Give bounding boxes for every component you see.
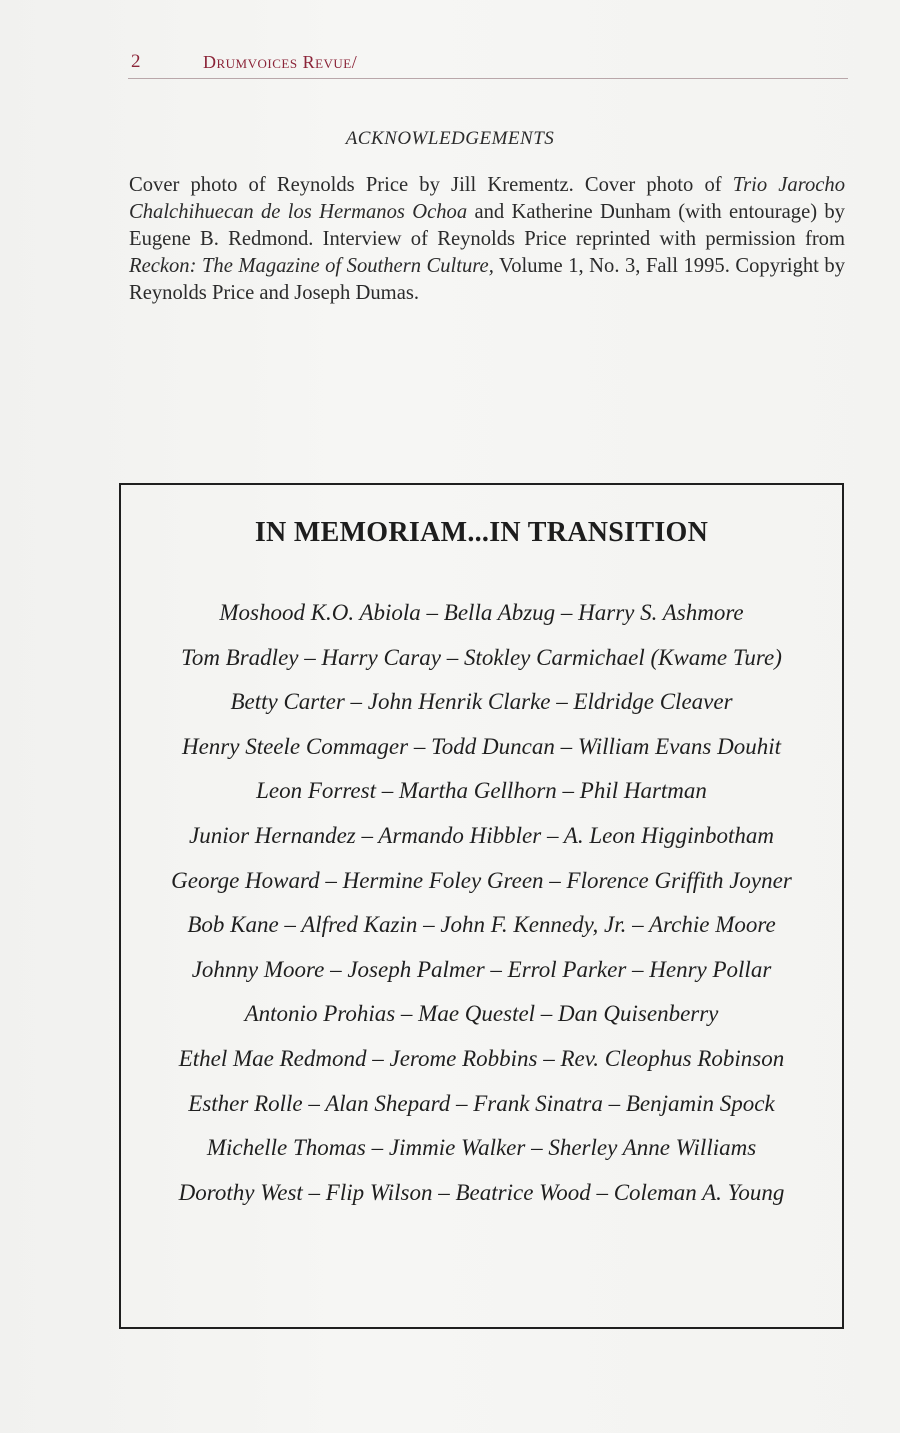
acknowledgements-heading: ACKNOWLEDGEMENTS (345, 128, 555, 149)
acknowledgements-italic-title: Reckon: The Magazine of Southern Culture, (129, 255, 494, 277)
memoriam-name-line: George Howard – Hermine Foley Green – Florence Griffith Joyner (171, 867, 792, 893)
memoriam-name-line: Moshood K.O. Abiola – Bella Abzug – Harry S. Ashmore (219, 600, 744, 625)
memoriam-name-line: Tom Bradley – Harry Caray – Stokley Carmichael (Kwame Ture) (181, 644, 782, 670)
memoriam-name-line: Betty Carter – John Henrik Clarke – Eldridge Cleaver (230, 689, 733, 715)
memoriam-name-line: Esther Rolle – Alan Shepard – Frank Sinatra – Benjamin Spock (188, 1090, 775, 1116)
acknowledgements-text: Volume 1, No. 3, Fall 1995. Copyright by Reynolds Price and Joseph Dumas. (129, 255, 845, 304)
memoriam-name-line: Leon Forrest – Martha Gellhorn – Phil Hartman (256, 778, 707, 804)
memoriam-name-line: Dorothy West – Flip Wilson – Beatrice Wood – Coleman A. Young (178, 1179, 785, 1205)
acknowledgements-text: Cover photo of Reynolds Price by Jill Krementz. Cover photo of (129, 174, 733, 196)
acknowledgements-italic-title: Trio Jarocho Chalchihuecan de los Hermanos Ochoa (129, 174, 846, 223)
acknowledgements-body (129, 172, 845, 307)
running-head (128, 48, 848, 79)
memoriam-name-line: Michelle Thomas – Jimmie Walker – Sherley Anne Williams (206, 1135, 757, 1161)
memoriam-name-line: Antonio Prohias – Mae Questel – Dan Quisenberry (244, 1001, 719, 1027)
memoriam-title: IN MEMORIAM...IN TRANSITION (254, 517, 709, 548)
memoriam-name-line: Ethel Mae Redmond – Jerome Robbins – Rev. Cleophus Robinson (178, 1045, 785, 1071)
memoriam-name-line: Henry Steele Commager – Todd Duncan – William Evans Douhit (181, 733, 781, 759)
memoriam-name-line: Bob Kane – Alfred Kazin – John F. Kennedy, Jr. – Archie Moore (187, 912, 776, 938)
page-number: 2 (131, 51, 141, 72)
memoriam-names (121, 591, 842, 1215)
journal-title: Drumvoices Revue/ (203, 52, 358, 72)
memoriam-name-line: Johnny Moore – Joseph Palmer – Errol Parker – Henry Pollar (191, 956, 772, 982)
memoriam-name-line: Junior Hernandez – Armando Hibbler – A. Leon Higginbotham (189, 822, 774, 848)
memoriam-box (119, 483, 844, 1329)
acknowledgements-text: and Katherine Dunham (with entourage) by Eugene B. Redmond. Interview of Reynolds Price reprinted with permission from (129, 201, 845, 250)
